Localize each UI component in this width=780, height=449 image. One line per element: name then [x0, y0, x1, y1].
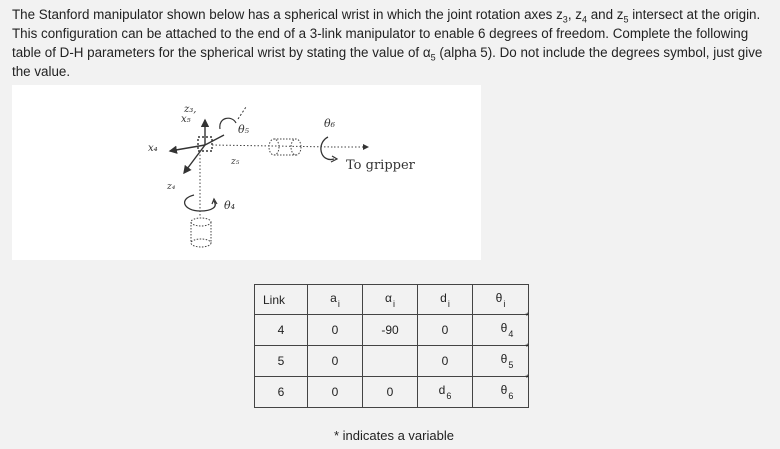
x4-label: x₄: [148, 143, 158, 154]
x5-label: x₅: [181, 114, 191, 125]
vertical-cylinder: [191, 218, 211, 247]
spherical-wrist-diagram: [12, 85, 481, 260]
theta6-label: θ₆: [324, 117, 336, 130]
to-gripper-label: To gripper: [346, 158, 415, 173]
z4-label: z₄: [167, 182, 176, 192]
wrist-frame: [170, 120, 224, 173]
cell-alpha: 0: [363, 377, 418, 408]
cell-theta: $\theta_5$ *: [473, 346, 529, 377]
cell-theta: $\theta_6$ *: [473, 377, 529, 408]
spherical-wrist-figure: [12, 85, 481, 260]
cell-theta: $\theta_4$ *: [473, 315, 529, 346]
cell-a: 0: [308, 377, 363, 408]
z5-label: z₅: [231, 157, 240, 167]
cell-d: 0: [418, 315, 473, 346]
theta5-label: θ₅: [238, 123, 250, 136]
cell-d: 0: [418, 346, 473, 377]
theta4-label: θ₄: [224, 199, 236, 212]
cell-a: 0: [308, 346, 363, 377]
table-row: [255, 346, 529, 377]
header-alpha: $\alpha_i$: [363, 285, 418, 315]
cell-alpha-blank: [363, 346, 418, 377]
table-row: [255, 315, 529, 346]
header-a: $a_i$: [308, 285, 363, 315]
question-text: The Stanford manipulator shown below has a spherical wrist in which the joint rotation axes $z_3$, $z_4$ and $z_5$ intersect at the origin. This configuration can be attached to the end of a 3-link manipulator to enable 6 degrees of freedom. Complete the following table of D-H parameters for the spherical wrist by stating the value of $\alpha_5$ (alpha 5). Do not include the degrees symbol, just give the value.: [12, 7, 763, 79]
header-theta: $\theta_i$: [473, 285, 529, 315]
cell-a: 0: [308, 315, 363, 346]
cell-link: 5: [255, 346, 308, 377]
theta5-arrow: [220, 118, 236, 129]
z5-axis: [212, 145, 334, 147]
table-header-row: [255, 285, 529, 315]
z3-label: z₃,: [184, 104, 197, 115]
header-link: Link: [255, 285, 308, 315]
dh-parameter-table: [254, 284, 529, 408]
table-row: [255, 377, 529, 408]
cell-link: 6: [255, 377, 308, 408]
header-d: $d_i$: [418, 285, 473, 315]
footnote: * indicates a variable: [334, 428, 454, 443]
cell-alpha: -90: [363, 315, 418, 346]
cell-link: 4: [255, 315, 308, 346]
cell-d: $d_6$: [418, 377, 473, 408]
horizontal-cylinder: [269, 139, 301, 155]
